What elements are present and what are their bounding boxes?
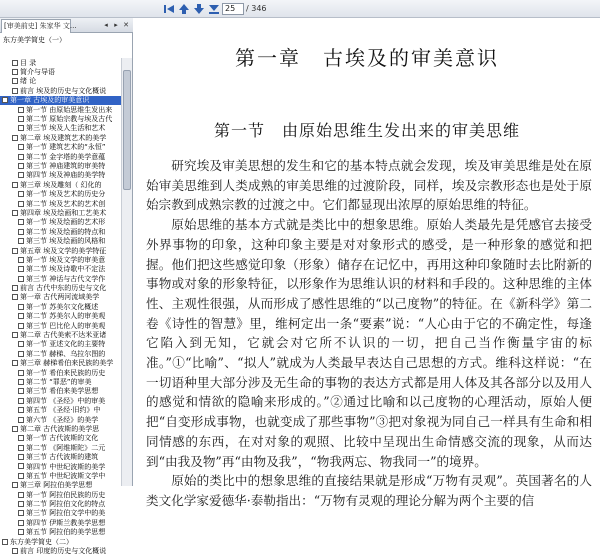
bookmark-item[interactable] (0, 377, 121, 386)
bookmark-item-label: 第一节 古代波斯的文化 (26, 434, 99, 443)
tab-scroll-left-icon[interactable]: ◂ (104, 21, 108, 29)
bookmark-page-icon (12, 360, 18, 366)
bookmark-item[interactable] (0, 330, 121, 339)
bookmark-item-label: 第一节 苏美尔文化概述 (26, 302, 99, 311)
bookmark-item-label: 第一节 建筑艺术的“永恒” (26, 143, 106, 152)
bookmark-item[interactable] (0, 114, 121, 123)
bookmark-page-icon (18, 163, 24, 169)
bookmark-page-icon (18, 304, 24, 310)
bookmark-page-icon (18, 351, 24, 357)
page-total-label: / 346 (246, 4, 267, 13)
bookmark-item[interactable] (0, 321, 121, 330)
bookmark-page-icon (18, 398, 24, 404)
bookmark-item[interactable] (0, 246, 121, 255)
bookmark-item[interactable] (0, 143, 121, 152)
bookmark-item-label: 第四节 埃及神庙的美学特 (26, 171, 106, 180)
bookmark-item-label: 第五节 阿拉伯的美学思想 (26, 528, 106, 537)
last-page-icon[interactable] (207, 2, 221, 16)
bookmark-root-label[interactable]: 东方美学简史（一） (3, 36, 66, 44)
paragraph: 研究埃及审美思想的发生和它的基本特点就会发现，埃及审美思维是处在原始审美思维到人类成熟的审美思维的过渡阶段，同样，埃及宗教形态也是处于原始宗教到成熟宗教的过渡之中。它们都显现出浓厚的原始思维的特征。 (146, 158, 592, 213)
bookmark-item-label: 第三节 巴比伦人的审美观 (26, 321, 106, 330)
bookmark-page-icon (18, 313, 24, 319)
bookmark-item[interactable] (0, 236, 121, 245)
bookmark-item-label: 第三节 古代波斯的建筑 (26, 453, 99, 462)
bookmark-page-icon (18, 144, 24, 150)
bookmark-item[interactable] (0, 67, 121, 76)
bookmark-page-icon (18, 520, 24, 526)
bookmark-page-icon (18, 201, 24, 207)
bookmark-page-icon (18, 116, 24, 122)
bookmark-item[interactable] (0, 490, 121, 499)
bookmark-page-icon (18, 501, 24, 507)
bookmark-item[interactable] (0, 537, 121, 546)
bookmark-item-label: 第二节 苏美尔人的审美观 (26, 312, 106, 321)
bookmark-item-label: 第二章 古代波斯的美学思 (20, 424, 100, 433)
bookmark-page-icon (18, 219, 24, 225)
bookmark-item[interactable] (0, 434, 121, 443)
chapter-title: 第一章 古埃及的审美意识 (235, 46, 499, 70)
bookmark-item-label: 第四章 埃及绘画和工艺美术 (20, 208, 107, 217)
bookmark-item[interactable] (0, 218, 121, 227)
bookmark-item-label: 目 录 (20, 58, 37, 67)
bookmark-item[interactable] (0, 481, 121, 490)
bookmark-item[interactable] (0, 387, 121, 396)
bookmark-item-label: 第三节 希伯来美学思想 (26, 387, 99, 396)
bookmark-tree (0, 58, 121, 556)
scrollbar-thumb[interactable] (123, 70, 131, 190)
bookmark-item[interactable] (0, 359, 121, 368)
bookmark-item-label: 第一节 埃及绘画的艺术形 (26, 218, 106, 227)
bookmark-item-label: 第二节 赫梯、乌拉尔图的 (26, 349, 106, 358)
bookmark-item-label: 第一节 亚述文化的主要特 (26, 340, 106, 349)
bookmark-item[interactable] (0, 499, 121, 508)
bookmark-item[interactable] (0, 161, 121, 170)
bookmark-page-icon (12, 548, 18, 554)
paragraph: 原始的类比中的想象思维的直接结果就是形成“万物有灵观”。英国著名的人类文化学家爱德华·泰勒指出：“万物有灵观的理论分解为两个主要的信 (146, 473, 592, 508)
bookmark-item[interactable] (0, 340, 121, 349)
first-page-icon[interactable] (162, 2, 176, 16)
bookmark-item-label: 前言 埃及的历史与文化概说 (20, 86, 107, 95)
bookmark-item[interactable] (0, 208, 121, 217)
bookmark-page-icon (12, 248, 18, 254)
bookmark-item-label: 前言 古代中东的历史与文化 (20, 284, 107, 293)
previous-page-icon[interactable] (177, 2, 191, 16)
bookmark-page-icon (12, 69, 18, 75)
bookmark-page-icon (12, 88, 18, 94)
bookmark-item[interactable] (0, 77, 121, 86)
bookmark-page-icon (18, 473, 24, 479)
body-text (146, 156, 592, 511)
bookmark-page-icon (12, 135, 18, 141)
tab-scroll-right-icon[interactable]: ▸ (114, 21, 118, 29)
bookmark-item[interactable] (0, 509, 121, 518)
bookmark-page-icon (12, 210, 18, 216)
bookmark-item-label: 第三章 阿拉伯美学思想 (20, 481, 93, 490)
bookmark-page-icon (12, 482, 18, 488)
bookmark-item[interactable] (0, 424, 121, 433)
bookmark-page-icon (12, 332, 18, 338)
bookmark-item[interactable] (0, 189, 121, 198)
bookmark-item[interactable] (0, 283, 121, 292)
bookmark-item-label: 第二节 “罪恶”的审美 (26, 377, 92, 386)
bookmark-page-icon (18, 238, 24, 244)
bookmark-item[interactable] (0, 227, 121, 236)
bookmark-page-icon (18, 463, 24, 469)
bookmark-item[interactable] (0, 368, 121, 377)
bookmark-item-label: 第三章 赫梯希伯来民族的美学 (20, 359, 114, 368)
bookmark-page-icon (18, 445, 24, 451)
bookmark-item[interactable] (0, 58, 121, 67)
bookmark-item[interactable] (0, 462, 121, 471)
bookmark-item[interactable] (0, 518, 121, 527)
bookmark-page-icon (18, 125, 24, 131)
bookmark-page-icon (2, 539, 8, 545)
bookmark-item-label: 简介与导语 (20, 68, 55, 77)
bookmark-item-label: 第三节 神话与古代文学作 (26, 274, 106, 283)
bookmark-item-label: 第四节 《圣经》中的审美 (26, 396, 106, 405)
bookmark-item[interactable] (0, 546, 121, 555)
bookmark-page-icon (18, 191, 24, 197)
bookmark-item-label: 第二节 原始宗教与埃及古代 (26, 115, 113, 124)
bookmark-item[interactable] (0, 471, 121, 480)
bookmark-item-label: 第一节 由原始思维生发出来 (26, 105, 113, 114)
bookmark-page-icon (18, 492, 24, 498)
bookmark-page-icon (12, 285, 18, 291)
bookmark-item[interactable] (0, 255, 121, 264)
bookmark-item-label: 第二节 埃及艺术的艺术创 (26, 199, 106, 208)
bookmark-page-icon (18, 388, 24, 394)
close-icon[interactable]: ✕ (123, 21, 129, 29)
bookmark-item[interactable] (0, 105, 121, 114)
bookmark-item-label: 第五章 埃及文学的美学特征 (20, 246, 107, 255)
bookmark-item-label: 第一章 古代两河流域美学 (20, 293, 100, 302)
bookmark-item[interactable] (0, 415, 121, 424)
bookmark-item[interactable] (0, 396, 121, 405)
bookmark-page-icon (18, 229, 24, 235)
sidebar-scrollbar[interactable] (121, 58, 132, 486)
bookmark-item-label: 第一节 埃及艺术的历史分 (26, 190, 106, 199)
bookmark-item-label: 第三节 埃及人生活和艺术 (26, 124, 106, 133)
bookmark-item-label: 第一节 阿拉伯民族的历史 (26, 490, 106, 499)
next-page-icon[interactable] (192, 2, 206, 16)
bookmark-page-icon (18, 454, 24, 460)
bookmark-page-icon (12, 426, 18, 432)
tab-nav (102, 21, 130, 29)
bookmark-item[interactable] (0, 199, 121, 208)
toolbar (0, 0, 600, 18)
bookmark-item[interactable] (0, 528, 121, 537)
bookmark-page-icon (18, 529, 24, 535)
bookmark-item-label: 东方美学简史（二） (10, 537, 73, 546)
sidebar-tabbar (0, 18, 133, 33)
bookmark-page-icon (18, 323, 24, 329)
document-tab[interactable]: [审美前史] 朱家华 文... (1, 19, 71, 33)
bookmark-item-label: 第四节 伊斯兰教美学思想 (26, 518, 106, 527)
bookmark-page-icon (18, 107, 24, 113)
bookmark-item-label: 第三节 神庙建筑的审美特 (26, 162, 106, 170)
bookmark-item-label: 第二节 金字塔的美学意蕴 (26, 152, 106, 161)
bookmark-page-icon (12, 182, 18, 188)
bookmark-item-label: 第一节 埃及文学的审美意 (26, 255, 106, 264)
bookmark-page-icon (18, 257, 24, 263)
bookmark-item-label: 第二节 阿拉伯文化的特点 (26, 500, 106, 509)
bookmark-item-label: 第二节 《阿维斯陀》二元 (26, 443, 106, 452)
bookmark-item[interactable] (0, 452, 121, 461)
bookmark-page-icon (18, 172, 24, 178)
bookmark-page-icon (18, 435, 24, 441)
bookmark-root (0, 33, 121, 58)
page-number-input[interactable]: 25 (222, 3, 244, 15)
bookmark-item[interactable] (0, 171, 121, 180)
bookmark-page-icon (18, 370, 24, 376)
section-title: 第一节 由原始思维生发出来的审美思维 (213, 121, 520, 140)
bookmark-item[interactable] (0, 265, 121, 274)
bookmark-item[interactable] (0, 124, 121, 133)
bookmark-page-icon (18, 154, 24, 160)
bookmark-item-label: 第一章 古埃及的审美意识 (10, 96, 90, 105)
bookmark-item-label: 第三节 埃及绘画的风格和 (26, 237, 106, 246)
bookmark-item-label: 第五节 中世纪波斯文学中 (26, 471, 106, 480)
bookmark-item[interactable] (0, 443, 121, 452)
bookmark-item-label: 第六节 《圣经》的美学 (26, 415, 99, 424)
bookmark-page-icon (18, 407, 24, 413)
bookmark-item-label: 第二章 埃及建筑艺术的美学 (20, 133, 107, 142)
bookmark-item[interactable] (0, 96, 121, 105)
bookmark-item-label: 第二章 古代美索不达米亚诸 (20, 331, 107, 340)
bookmark-item-label: 第三章 埃及雕刻（ 幻化的 (20, 180, 102, 189)
bookmark-item-label: 第一节 希伯来民族的历史 (26, 368, 106, 377)
bookmark-sidebar (0, 18, 133, 556)
bookmark-page-icon (12, 78, 18, 84)
paragraph: 原始思维的基本方式就是类比中的想象思维。原始人类最先是凭感官去接受外界事物的印象，这种印象主要是对对象形式的感受，是一种形象的感觉和把握。他们把这些感觉印象（形象）储存在记忆中，再用这种印象随时去比附新的事物或对象的形象特征，以形象作为思维认识的材料和手段的。这种思维的主体性、主观性很强，从而形成了感性思维的“以己度物”的特征。在《新科学》第二卷《诗性的智慧》里，维柯定出一条“要素”说：“人心由于它的不确定性，每逢它陷入到无知，它就会对它所不认识的一切，把自己当作衡量宇宙的标准。”①“比喻”、“拟人”就成为人类最早表达自己思想的方式。维科这样说：“在一切语种里大部分涉及无生命的事物的表达方式都是用人体及其各部分以及用人的感觉和情欲的隐喻来形成的。”②通过比喻和以己度物的心理活动，原始人便把“自变形成事物，也就变成了那些事物”③把对象视为同自己一样具有生命和相同情感的东西，在对对象的观照、比较中呈现出生命情感交流的现象，从而达到“由我及物”再“由物及我”，“物我两忘、物我同一”的境界。 (146, 217, 592, 469)
bookmark-item[interactable] (0, 152, 121, 161)
bookmark-page-icon (12, 60, 18, 66)
bookmark-item[interactable] (0, 349, 121, 358)
bookmark-page-icon (18, 417, 24, 423)
bookmark-item[interactable] (0, 180, 121, 189)
bookmark-item-label: 第二节 埃及诗歌中不定法 (26, 265, 106, 274)
bookmark-item[interactable] (0, 293, 121, 302)
bookmark-item[interactable] (0, 86, 121, 95)
bookmark-item-label: 前言 印度的历史与文化概说 (20, 547, 107, 556)
bookmark-page-icon (18, 276, 24, 282)
bookmark-item[interactable] (0, 302, 121, 311)
bookmark-item-label: 第二节 埃及绘画的特点和 (26, 227, 106, 236)
bookmark-item[interactable] (0, 405, 121, 414)
bookmark-item-label: 第五节 《圣经·旧约》中 (26, 406, 101, 415)
bookmark-item[interactable] (0, 274, 121, 283)
bookmark-page-icon (18, 266, 24, 272)
bookmark-page-icon (18, 510, 24, 516)
bookmark-item-label: 第三节 阿拉伯文学中的美 (26, 509, 106, 518)
document-page (134, 18, 600, 508)
bookmark-item[interactable] (0, 133, 121, 142)
bookmark-page-icon (12, 294, 18, 300)
bookmark-page-icon (18, 379, 24, 385)
bookmark-item-label: 绪 论 (20, 77, 37, 86)
bookmark-item[interactable] (0, 312, 121, 321)
bookmark-item-label: 第四节 中世纪波斯的美学 (26, 462, 106, 471)
bookmark-page-icon (2, 97, 8, 103)
bookmark-page-icon (18, 341, 24, 347)
